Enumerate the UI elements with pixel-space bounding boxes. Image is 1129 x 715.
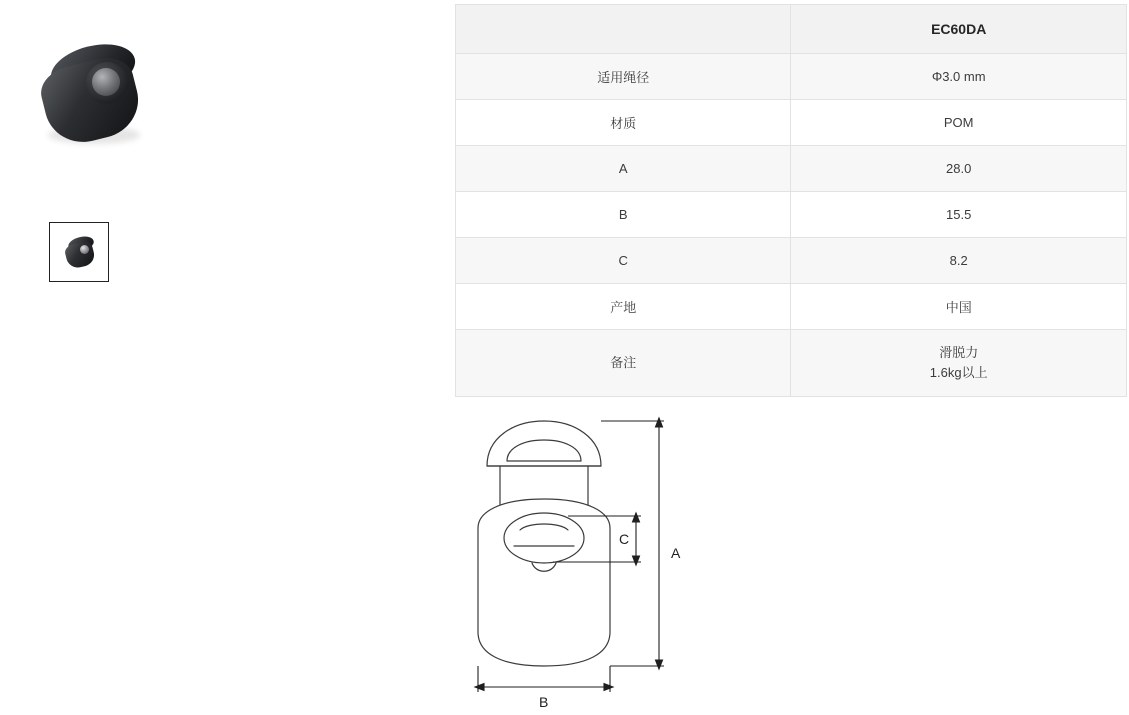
button-ellipse: [504, 513, 584, 563]
row-value-origin: 中国: [791, 284, 1127, 330]
table-header-row: [456, 5, 1127, 54]
thumbnail-figure: [63, 237, 97, 269]
dim-a-arrow-bottom: [656, 660, 663, 669]
dimension-drawing: [440, 404, 760, 710]
dim-c-arrow-bottom: [633, 556, 640, 565]
cap-outline: [487, 421, 601, 466]
table-row: [456, 146, 1127, 192]
lock-button-rim: [86, 62, 128, 104]
dim-a-arrow-top: [656, 418, 663, 427]
table-row: [456, 330, 1127, 397]
dim-b-arrow-left: [475, 684, 484, 691]
table-row: [456, 192, 1127, 238]
button-detail-bottom: [532, 563, 556, 571]
dimension-drawing-svg: [440, 404, 760, 710]
product-photo-main: [30, 40, 170, 150]
row-label-remarks: 备注: [456, 330, 791, 397]
row-value-c: 8.2: [791, 238, 1127, 284]
table-row: [456, 284, 1127, 330]
dim-label-c: C: [619, 531, 630, 547]
dim-b-arrow-right: [604, 684, 613, 691]
table-header-model: EC60DA: [791, 5, 1127, 54]
table-row: [456, 54, 1127, 100]
specification-table: [455, 4, 1127, 397]
row-value-rope-diameter: Φ3.0 mm: [791, 54, 1127, 100]
thumb-button-shape: [80, 245, 89, 254]
row-label-c: C: [456, 238, 791, 284]
row-label-b: B: [456, 192, 791, 238]
remarks-line-1: 滑脱力: [939, 345, 979, 360]
table-header-corner: [456, 5, 791, 54]
barrel-outline: [478, 528, 610, 666]
cap-slot: [507, 440, 581, 461]
row-value-remarks: [791, 330, 1127, 397]
product-photo-thumbnail[interactable]: [49, 222, 109, 282]
row-label-origin: 产地: [456, 284, 791, 330]
dim-label-b: B: [539, 694, 549, 710]
remarks-line-2: 1.6kg以上: [929, 365, 988, 380]
row-label-a: A: [456, 146, 791, 192]
table-row: [456, 238, 1127, 284]
dim-c-arrow-top: [633, 513, 640, 522]
table-row: [456, 100, 1127, 146]
row-value-a: 28.0: [791, 146, 1127, 192]
row-value-b: 15.5: [791, 192, 1127, 238]
dim-label-a: A: [671, 545, 681, 561]
row-value-material: POM: [791, 100, 1127, 146]
button-detail-top: [520, 524, 568, 530]
row-label-material: 材质: [456, 100, 791, 146]
row-label-rope-diameter: 适用绳径: [456, 54, 791, 100]
